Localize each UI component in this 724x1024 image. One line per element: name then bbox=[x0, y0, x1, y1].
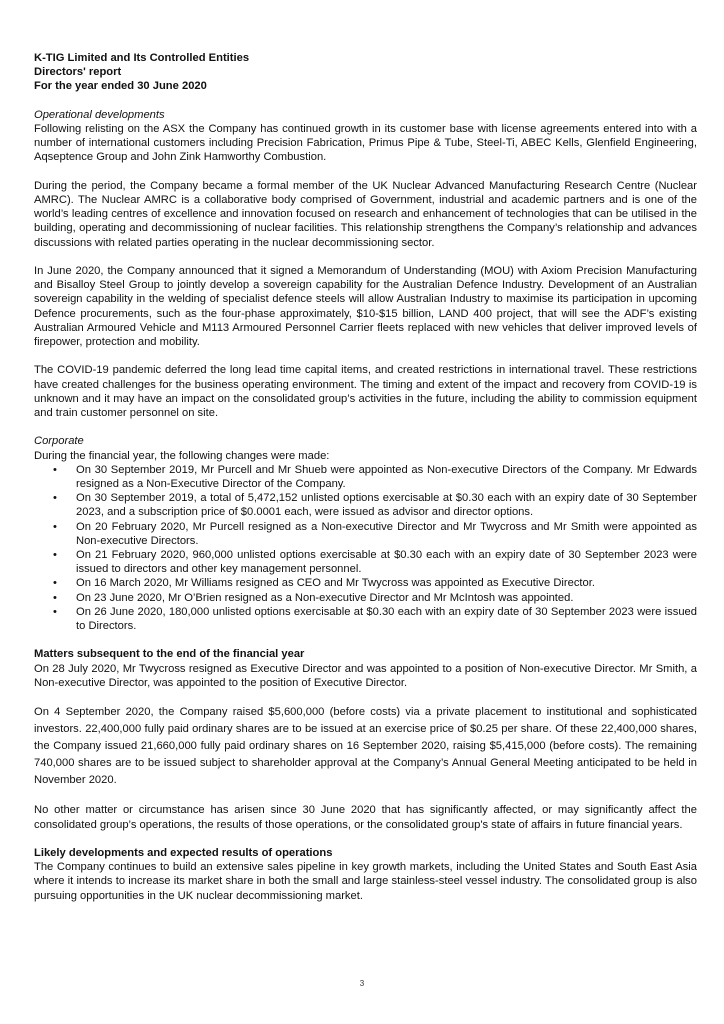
paragraph: During the period, the Company became a formal member of the UK Nuclear Advanced Manufacturing Research Centre (Nuclear AMRC). The Nuclear AMRC is a collaborative body comprised of Government, industrial and academic partners and is one of the world’s leading centres of excellence and innovation focused on research and enhancement of technologies that can be utilised in the building, operating and decommissioning of nuclear facilities. This relationship strengthens the Company’s relationship and advances discussions with related parties operating in the nuclear decommissioning sector. bbox=[34, 179, 697, 249]
list-item: • On 26 June 2020, 180,000 unlisted options exercisable at $0.30 each with an expiry date of 30 September 2023 were issued to Directors. bbox=[53, 605, 697, 633]
subsequent-matters-heading: Matters subsequent to the end of the financial year bbox=[34, 648, 305, 661]
document-page bbox=[34, 51, 697, 903]
paragraph: Following relisting on the ASX the Company has continued growth in its customer base with license agreements entered into with a number of international customers including Precision Fabrication, Primus Pipe & Tube, Steel-Ti, ABEC Kells, Glenfield Engineering, Aqseptence Group and John Zink Hamworthy Combustion. bbox=[34, 123, 697, 164]
paragraph: On 28 July 2020, Mr Twycross resigned as Executive Director and was appointed to a position of Non-executive Director. Mr Smith, a Non-executive Director, was appointed to the position of Executive Director. bbox=[34, 662, 697, 689]
list-item: • On 30 September 2019, a total of 5,472,152 unlisted options exercisable at $0.30 each with an expiry date of 30 September 2023, and a subscription price of $0.0001 each, were issued as advisor and director options. bbox=[53, 492, 697, 519]
corporate-changes-list bbox=[34, 463, 697, 633]
paragraph: The COVID-19 pandemic deferred the long lead time capital items, and created restrictions in international travel. These restrictions have created challenges for the business operating environment. The timing and extent of the impact and recovery from COVID-19 is unknown and it may have an impact on the consolidated group’s activities in the future, including the ability to commission equipment and train customer personnel on site. bbox=[34, 364, 697, 420]
report-period: For the year ended 30 June 2020 bbox=[34, 80, 207, 93]
list-item: • On 23 June 2020, Mr O’Brien resigned as a Non-executive Director and Mr McIntosh was appointed. bbox=[53, 591, 574, 604]
paragraph: In June 2020, the Company announced that it signed a Memorandum of Understanding (MOU) with Axiom Precision Manufacturing and Bisalloy Steel Group to jointly develop a sovereign capability for the Australian Defence Industry. Development of an Australian sovereign capability in the welding of specialist defence steels will allow Australian Industry to maximise its participation in upcoming Defence procurements, such as the four-phase approximately, $10-$15 billion, LAND 400 project, that will see the ADF’s existing Australian Armoured Vehicle and M113 Armoured Personnel Carrier fleets replaced with new vehicles that deliver improved levels of firepower, protection and mobility. bbox=[34, 265, 697, 349]
bullet-icon: • bbox=[53, 549, 57, 562]
bullet-icon: • bbox=[53, 492, 57, 505]
corporate-intro: During the financial year, the following changes were made: bbox=[34, 449, 330, 462]
operational-developments-heading: Operational developments bbox=[34, 108, 165, 121]
list-item: • On 21 February 2020, 960,000 unlisted options exercisable at $0.30 each with an expiry date of 30 September 2023 were issued to directors and other key management personnel. bbox=[53, 549, 697, 576]
paragraph: The Company continues to build an extensive sales pipeline in key growth markets, including the United States and South East Asia where it intends to increase its market share in both the small and large stainless-steel vessel industry. The consolidated group is also pursuing opportunities in the UK nuclear decommissioning market. bbox=[34, 861, 697, 902]
bullet-icon: • bbox=[53, 520, 57, 533]
list-item: • On 30 September 2019, Mr Purcell and Mr Shueb were appointed as Non-executive Directors of the Company. Mr Edwards resigned as a Non-Executive Director of the Company. bbox=[53, 463, 697, 491]
bullet-icon: • bbox=[53, 577, 57, 590]
bullet-icon: • bbox=[53, 591, 57, 604]
corporate-heading: Corporate bbox=[34, 435, 84, 448]
company-name: K-TIG Limited and Its Controlled Entities bbox=[34, 52, 250, 64]
bullet-icon: • bbox=[53, 463, 57, 476]
list-item: • On 20 February 2020, Mr Purcell resigned as a Non-executive Director and Mr Twycross and Mr Smith were appointed as Non-executive Directors. bbox=[53, 520, 697, 547]
bullet-icon: • bbox=[53, 605, 57, 618]
paragraph: On 4 September 2020, the Company raised $5,600,000 (before costs) via a private placement to institutional and sophisticated investors. 22,400,000 fully paid ordinary shares are to be issued at an exercise price of $0.25 per share. Of these 22,400,000 shares, the Company issued 21,660,000 fully paid ordinary shares on 16 September 2020, raising $5,415,000 (before costs). The remaining 740,000 shares are to be issued subject to shareholder approval at the Company’s Annual General Meeting anticipated to be held in November 2020. bbox=[34, 706, 697, 787]
paragraph: No other matter or circumstance has arisen since 30 June 2020 that has significantly affected, or may significantly affect the consolidated group’s operations, the results of those operations, or the consolidated group's state of affairs in future financial years. bbox=[34, 804, 697, 831]
report-title: Directors' report bbox=[34, 66, 122, 79]
list-item: • On 16 March 2020, Mr Williams resigned as CEO and Mr Twycross was appointed as Executive Director. bbox=[53, 577, 595, 590]
page-number: 3 bbox=[359, 979, 365, 988]
likely-developments-heading: Likely developments and expected results of operations bbox=[34, 847, 333, 860]
